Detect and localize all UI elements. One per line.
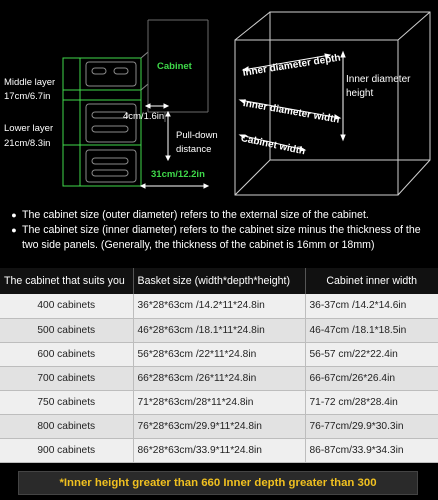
banner-box (18, 471, 418, 495)
lower-layer-label: Lower layer (4, 123, 54, 134)
lower-layer-size: 21cm/8.3in (4, 138, 51, 149)
bottom-banner (0, 466, 438, 500)
table-row: 500 cabinets 46*28*63cm /18.1*11*24.8in 46-47cm /18.1*18.5in (0, 318, 438, 342)
banner-text: *Inner height greater than 660 Inner depth greater than 300 (59, 477, 377, 489)
header-basket-size: Basket size (width*depth*height) (133, 268, 305, 294)
note-outer: ● The cabinet size (outer diameter) refers to the external size of the cabinet. (6, 208, 432, 223)
cabinet-label: Cabinet (157, 61, 192, 72)
gap-size: 4cm/1.6in (123, 111, 165, 122)
bullet-icon: ● (11, 210, 17, 220)
pull-down-label: Pull-down (176, 130, 218, 141)
table-row: 700 cabinets 66*28*63cm /26*11*24.8in 66-67cm/26*26.4in (0, 366, 438, 390)
pull-down-distance: 31cm/12.2in (151, 169, 205, 180)
dimension-diagram (0, 0, 438, 205)
diagram-drawing (0, 0, 438, 205)
bullet-icon: ● (11, 225, 17, 235)
notes (0, 208, 438, 268)
middle-layer-size: 17cm/6.7in (4, 91, 51, 102)
cabinet-width-label: Cabinet width (239, 133, 307, 158)
table-row: 750 cabinets 71*28*63cm/28*11*24.8in 71-72 cm/28*28.4in (0, 390, 438, 414)
pull-down-label-2: distance (176, 144, 212, 155)
cabinet-back-frame (270, 12, 430, 160)
inner-width-label: Inner diameter width (242, 98, 341, 126)
note-inner: ● The cabinet size (inner diameter) refers to the cabinet size minus the thickness of the two side panels. (Generally, the thickness of the cabinet is 16mm or 18mm) (6, 223, 432, 253)
header-cabinet: The cabinet that suits you (0, 268, 133, 294)
header-inner-width: Cabinet inner width (305, 268, 438, 294)
table-row: 400 cabinets 36*28*63cm /14.2*11*24.8in 36-37cm /14.2*14.6in (0, 294, 438, 318)
table-row: 600 cabinets 56*28*63cm /22*11*24.8in 56-57 cm/22*22.4in (0, 342, 438, 366)
inner-height-label: Inner diameter (346, 74, 411, 85)
middle-layer-label: Middle layer (4, 77, 56, 88)
table-row: 800 cabinets 76*28*63cm/29.9*11*24.8in 76-77cm/29.9*30.3in (0, 414, 438, 438)
inner-height-label-2: height (346, 88, 374, 99)
inner-depth-label: Inner diameter depth (242, 52, 342, 79)
table-row: 900 cabinets 86*28*63cm/33.9*11*24.8in 86-87cm/33.9*34.3in (0, 438, 438, 462)
table-header (0, 268, 438, 294)
size-table (0, 268, 438, 462)
